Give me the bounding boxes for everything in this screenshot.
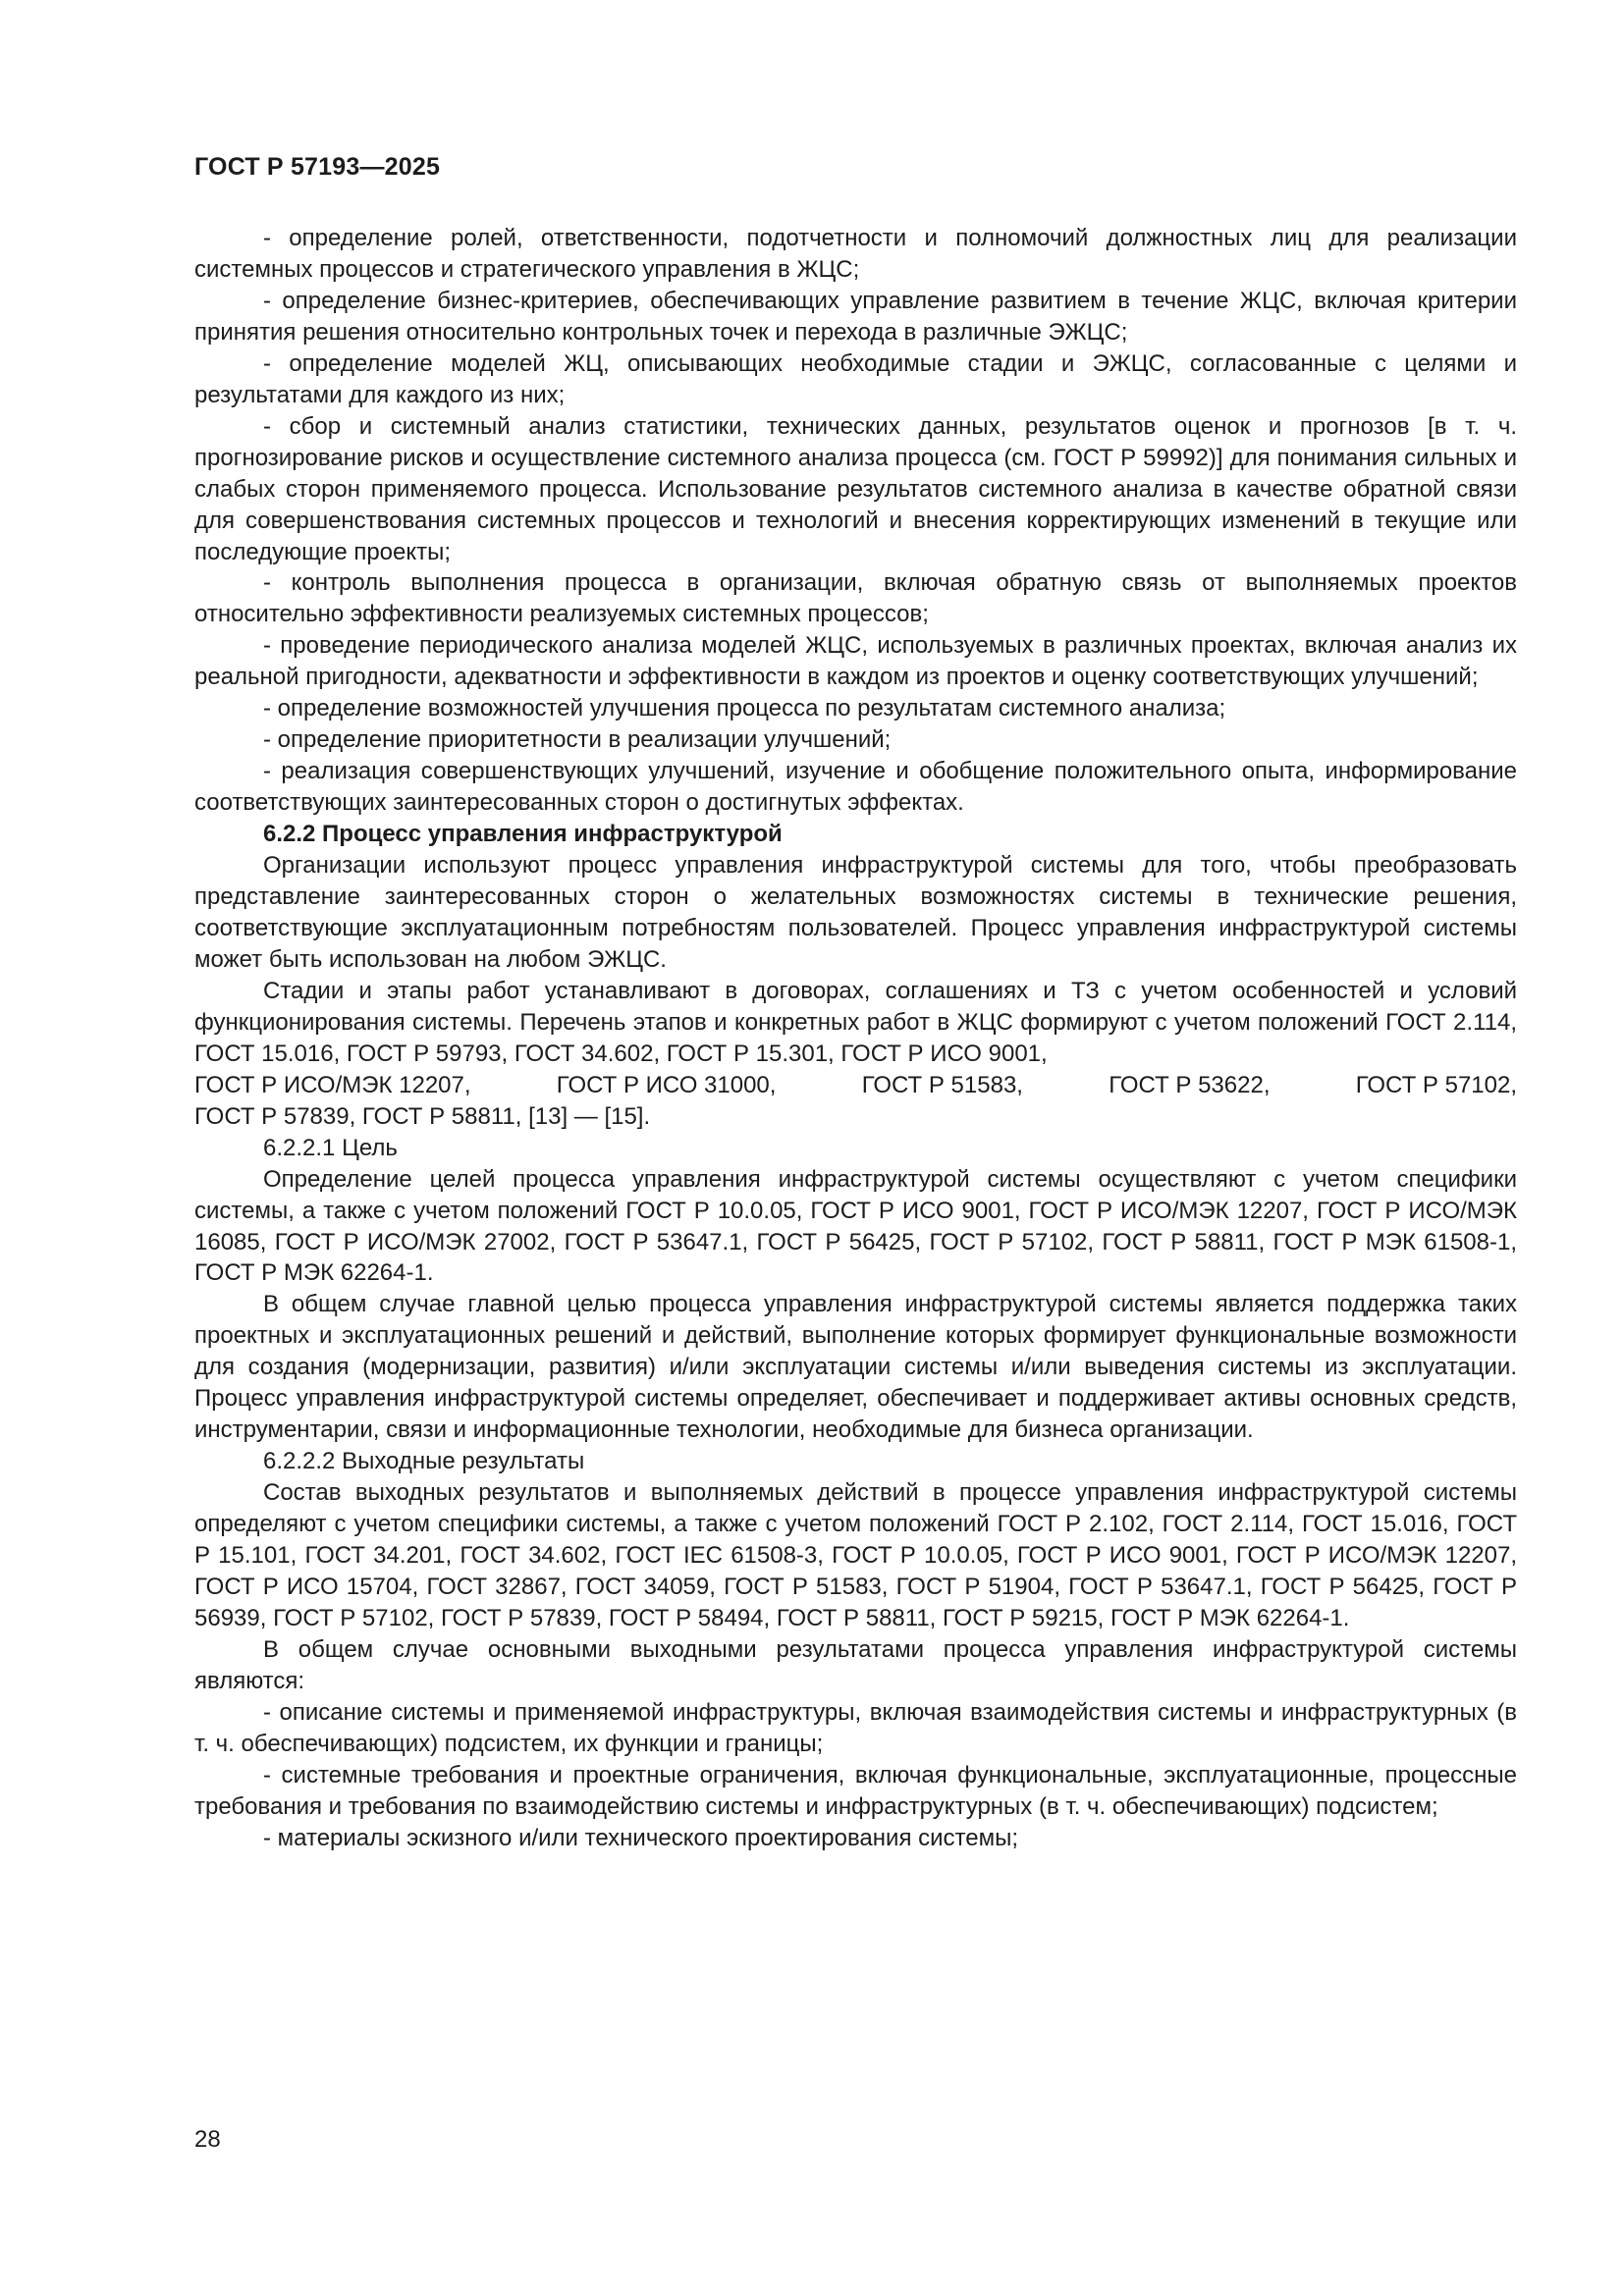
paragraph: - проведение периодического анализа моделей ЖЦС, используемых в различных проектах, включая анализ их реальной пригодности, адекватности и эффективности в каждом из проектов и оценку соответствующих улучшений;	[194, 632, 1517, 691]
paragraph: - материалы эскизного и/или технического проектирования системы;	[263, 1824, 1018, 1851]
reference-item: ГОСТ Р 53622,	[1109, 1071, 1271, 1098]
paragraph: - определение бизнес-критериев, обеспечивающих управление развитием в течение ЖЦС, включая критерии принятия решения относительно контрольных точек и перехода в различные ЭЖЦС;	[194, 287, 1517, 346]
section-heading: 6.2.2 Процесс управления инфраструктурой	[263, 821, 783, 848]
paragraph: ГОСТ Р 57839, ГОСТ Р 58811, [13] — [15].	[194, 1102, 651, 1130]
page-number: 28	[194, 2126, 221, 2153]
paragraph: - контроль выполнения процесса в организации, включая обратную связь от выполняемых проектов относительно эффективности реализуемых системных процессов;	[194, 569, 1517, 628]
paragraph: Определение целей процесса управления инфраструктурой системы осуществляют с учетом специфики системы, а также с учетом положений ГОСТ Р 10.0.05, ГОСТ Р ИСО 9001, ГОСТ Р ИСО/МЭК 12207, ГОСТ Р ИСО/МЭК 16085, ГОСТ Р ИСО/МЭК 27002, ГОСТ Р 53647.1, ГОСТ Р 56425, ГОСТ Р 57102, ГОСТ Р 58811, ГОСТ Р МЭК 61508-1, ГОСТ Р МЭК 62264-1.	[194, 1165, 1517, 1287]
paragraph: - определение приоритетности в реализации улучшений;	[263, 726, 892, 754]
paragraph: - сбор и системный анализ статистики, технических данных, результатов оценок и прогнозов [в т. ч. прогнозирование рисков и осуществление системного анализа процесса (см. ГОСТ Р 59992)] для понимания сильных и слабых сторон применяемого процесса. Использование результатов системного анализа в качестве обратной связи для совершенствования системных процессов и технологий и внесения корректирующих изменений в текущие или последующие проекты;	[194, 412, 1517, 565]
reference-item: ГОСТ Р ИСО 31000,	[556, 1071, 777, 1098]
document-header: ГОСТ Р 57193—2025	[194, 153, 441, 181]
reference-line	[194, 1070, 1517, 1101]
reference-item: ГОСТ Р ИСО/МЭК 12207,	[194, 1071, 471, 1098]
paragraph: - реализация совершенствующих улучшений, изучение и обобщение положительного опыта, информирование соответствующих заинтересованных сторон о достигнутых эффектах.	[194, 758, 1517, 817]
reference-item: ГОСТ Р 57102,	[1355, 1071, 1517, 1098]
paragraph: Состав выходных результатов и выполняемых действий в процессе управления инфраструктурой системы определяют с учетом специфики системы, а также с учетом положений ГОСТ Р 2.102, ГОСТ 2.114, ГОСТ 15.016, ГОСТ Р 15.101, ГОСТ 34.201, ГОСТ 34.602, ГОСТ IEC 61508-3, ГОСТ Р 10.0.05, ГОСТ Р ИСО 9001, ГОСТ Р ИСО/МЭК 12207, ГОСТ Р ИСО 15704, ГОСТ 32867, ГОСТ 34059, ГОСТ Р 51583, ГОСТ Р 51904, ГОСТ Р 53647.1, ГОСТ Р 56425, ГОСТ Р 56939, ГОСТ Р 57102, ГОСТ Р 57839, ГОСТ Р 58494, ГОСТ Р 58811, ГОСТ Р 59215, ГОСТ Р МЭК 62264-1.	[194, 1479, 1517, 1631]
paragraph: - определение моделей ЖЦ, описывающих необходимые стадии и ЭЖЦС, согласованные с целями и результатами для каждого из них;	[194, 349, 1517, 408]
paragraph: - определение возможностей улучшения процесса по результатам системного анализа;	[263, 695, 1226, 722]
subsection-heading: 6.2.2.1 Цель	[263, 1134, 398, 1161]
paragraph: Стадии и этапы работ устанавливают в договорах, соглашениях и ТЗ с учетом особенностей и условий функционирования системы. Перечень этапов и конкретных работ в ЖЦС формируют с учетом положений ГОСТ 2.114, ГОСТ 15.016, ГОСТ Р 59793, ГОСТ 34.602, ГОСТ Р 15.301, ГОСТ Р ИСО 9001,	[194, 977, 1517, 1067]
paragraph: - описание системы и применяемой инфраструктуры, включая взаимодействия системы и инфраструктурных (в т. ч. обеспечивающих) подсистем, их функции и границы;	[194, 1698, 1517, 1757]
paragraph: - системные требования и проектные ограничения, включая функциональные, эксплуатационные, процессные требования и требования по взаимодействию системы и инфраструктурных (в т. ч. обеспечивающих) подсистем;	[194, 1761, 1517, 1820]
paragraph: В общем случае основными выходными результатами процесса управления инфраструктурой системы являются:	[194, 1635, 1517, 1694]
reference-item: ГОСТ Р 51583,	[861, 1071, 1023, 1098]
subsection-heading: 6.2.2.2 Выходные результаты	[263, 1448, 585, 1475]
paragraph: - определение ролей, ответственности, подотчетности и полномочий должностных лиц для реализации системных процессов и стратегического управления в ЖЦС;	[194, 225, 1517, 283]
paragraph: В общем случае главной целью процесса управления инфраструктурой системы является поддержка таких проектных и эксплуатационных решений и действий, выполнение которых формирует функциональные возможности для создания (модернизации, развития) и/или эксплуатации системы и/или выведения системы из эксплуатации. Процесс управления инфраструктурой системы определяет, обеспечивает и поддерживает активы основных средств, инструментарии, связи и информационные технологии, необходимые для бизнеса организации.	[194, 1291, 1517, 1444]
document-body	[194, 223, 1517, 1854]
paragraph: Организации используют процесс управления инфраструктурой системы для того, чтобы преобразовать представление заинтересованных сторон о желательных возможностях системы в технические решения, соответствующие эксплуатационным потребностям пользователей. Процесс управления инфраструктурой системы может быть использован на любом ЭЖЦС.	[194, 852, 1517, 973]
